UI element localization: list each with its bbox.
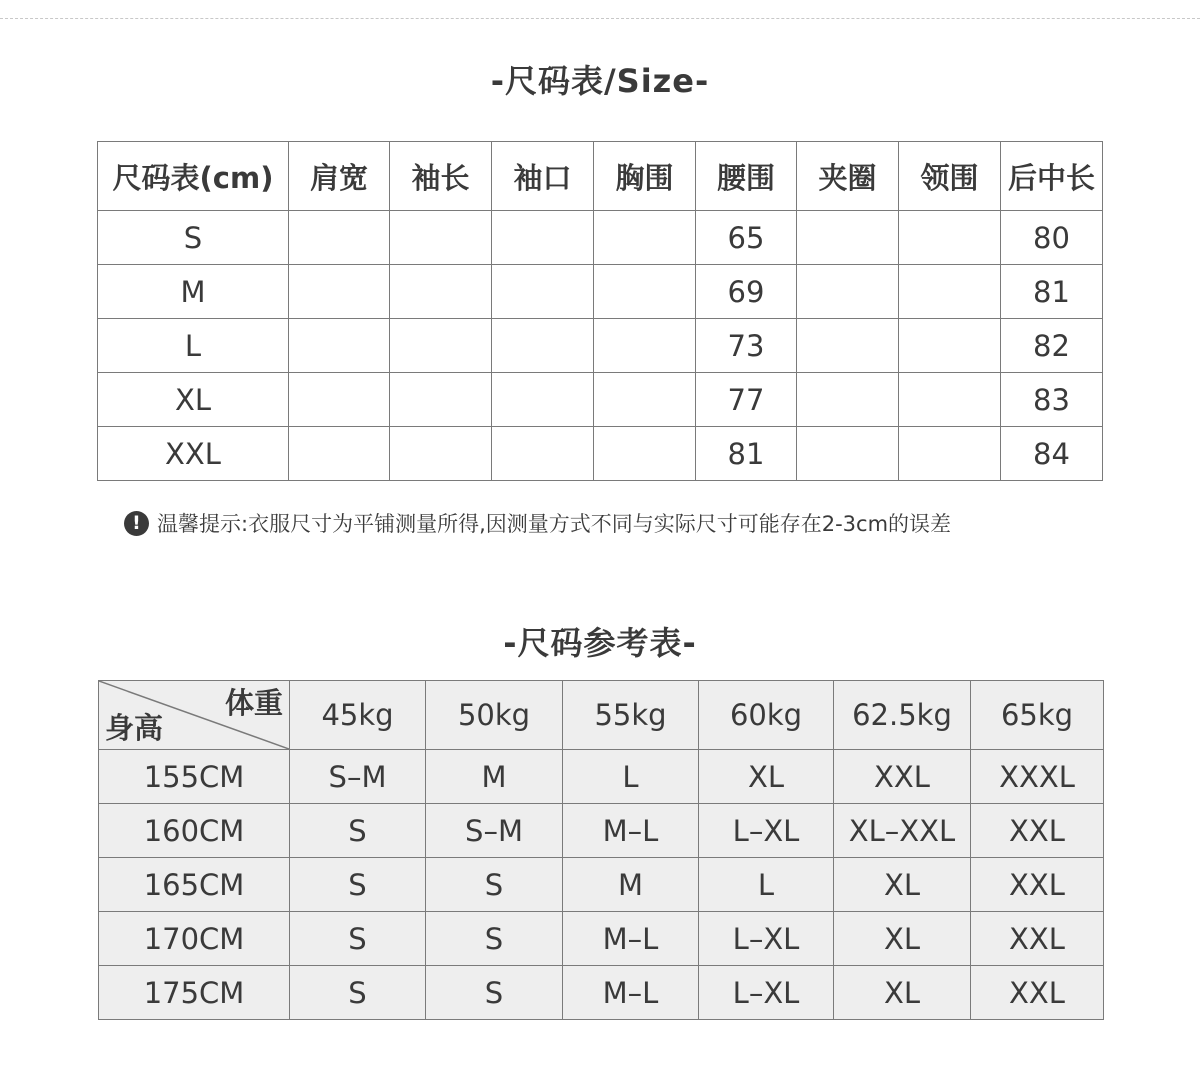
table-cell (289, 211, 390, 265)
table-cell: 65 (696, 211, 797, 265)
height-cell: 170CM (99, 912, 290, 966)
table-cell: 77 (696, 373, 797, 427)
table-row (99, 912, 1104, 966)
table-row (98, 427, 1103, 481)
height-cell: 165CM (99, 858, 290, 912)
table-cell (797, 427, 899, 481)
table-cell: 83 (1001, 373, 1103, 427)
header-cuff: 袖口 (492, 142, 594, 211)
table-cell: XL–XXL (834, 804, 971, 858)
table-cell: XXL (971, 912, 1104, 966)
table-cell (797, 211, 899, 265)
table-row (98, 319, 1103, 373)
header-waist: 腰围 (696, 142, 797, 211)
table-cell: 69 (696, 265, 797, 319)
exclamation-icon: ! (124, 511, 149, 536)
table-cell: 73 (696, 319, 797, 373)
table-row (99, 858, 1104, 912)
table-cell: S (290, 858, 426, 912)
measurement-notice (124, 508, 951, 538)
table-cell (289, 319, 390, 373)
size-cell: L (98, 319, 289, 373)
size-cell: XXL (98, 427, 289, 481)
table-cell (594, 211, 696, 265)
corner-height-label: 身高 (105, 711, 164, 745)
table-cell (899, 319, 1001, 373)
table-cell (492, 373, 594, 427)
table-cell (797, 373, 899, 427)
table-cell: S (290, 912, 426, 966)
table-cell: M (426, 750, 563, 804)
height-cell: 160CM (99, 804, 290, 858)
table-cell (390, 427, 492, 481)
table-cell (390, 373, 492, 427)
table-cell (492, 427, 594, 481)
table-cell: XXL (971, 966, 1104, 1020)
size-cell: S (98, 211, 289, 265)
table-cell (899, 265, 1001, 319)
table-cell (594, 265, 696, 319)
size-table-title: -尺码表/Size- (490, 62, 710, 100)
table-cell: S (426, 912, 563, 966)
table-cell: 81 (1001, 265, 1103, 319)
table-cell (594, 319, 696, 373)
table-cell: L (699, 858, 834, 912)
corner-header-cell (99, 681, 290, 750)
table-cell: XL (834, 858, 971, 912)
table-cell (492, 265, 594, 319)
size-cell: M (98, 265, 289, 319)
table-cell: L–XL (699, 966, 834, 1020)
table-cell: S (426, 966, 563, 1020)
table-cell: XL (834, 912, 971, 966)
table-cell: M (563, 858, 699, 912)
table-row (98, 373, 1103, 427)
table-cell: 81 (696, 427, 797, 481)
table-cell: L–XL (699, 912, 834, 966)
reference-header-row (99, 681, 1104, 750)
table-cell (899, 373, 1001, 427)
table-cell: S (426, 858, 563, 912)
table-cell (390, 211, 492, 265)
height-cell: 175CM (99, 966, 290, 1020)
table-cell: M–L (563, 966, 699, 1020)
size-table-header-row (98, 142, 1103, 211)
table-cell: M–L (563, 912, 699, 966)
header-collar: 领围 (899, 142, 1001, 211)
weight-header: 65kg (971, 681, 1104, 750)
corner-weight-label: 体重 (224, 686, 283, 720)
table-cell: S–M (426, 804, 563, 858)
table-cell: XL (834, 966, 971, 1020)
table-cell: M–L (563, 804, 699, 858)
weight-header: 55kg (563, 681, 699, 750)
weight-header: 62.5kg (834, 681, 971, 750)
table-cell (594, 427, 696, 481)
table-cell (797, 319, 899, 373)
table-cell (390, 319, 492, 373)
table-cell: S (290, 804, 426, 858)
table-cell: 84 (1001, 427, 1103, 481)
size-cell: XL (98, 373, 289, 427)
weight-header: 50kg (426, 681, 563, 750)
top-dashed-divider (0, 18, 1200, 19)
height-cell: 155CM (99, 750, 290, 804)
table-row (98, 265, 1103, 319)
table-row (98, 211, 1103, 265)
table-cell (797, 265, 899, 319)
table-cell: XXL (971, 858, 1104, 912)
size-reference-table (98, 680, 1104, 1020)
table-cell: XXXL (971, 750, 1104, 804)
table-cell: XXL (971, 804, 1104, 858)
table-cell (289, 373, 390, 427)
reference-table-title: -尺码参考表- (503, 624, 697, 662)
table-cell: S (290, 966, 426, 1020)
table-cell (492, 319, 594, 373)
header-back-length: 后中长 (1001, 142, 1103, 211)
table-cell (289, 265, 390, 319)
notice-text: 温馨提示:衣服尺寸为平铺测量所得,因测量方式不同与实际尺寸可能存在2-3cm的误差 (157, 512, 952, 536)
table-cell: 82 (1001, 319, 1103, 373)
table-row (99, 750, 1104, 804)
table-row (99, 966, 1104, 1020)
header-size-cm: 尺码表(cm) (98, 142, 289, 211)
header-sleeve-length: 袖长 (390, 142, 492, 211)
size-table (97, 141, 1103, 481)
table-row (99, 804, 1104, 858)
table-cell (289, 427, 390, 481)
table-cell: L (563, 750, 699, 804)
table-cell: S–M (290, 750, 426, 804)
table-cell (899, 427, 1001, 481)
table-cell: XXL (834, 750, 971, 804)
table-cell (899, 211, 1001, 265)
weight-header: 60kg (699, 681, 834, 750)
header-shoulder: 肩宽 (289, 142, 390, 211)
table-cell (594, 373, 696, 427)
header-armhole: 夹圈 (797, 142, 899, 211)
table-cell: L–XL (699, 804, 834, 858)
table-cell: XL (699, 750, 834, 804)
table-cell (390, 265, 492, 319)
weight-header: 45kg (290, 681, 426, 750)
table-cell: 80 (1001, 211, 1103, 265)
header-chest: 胸围 (594, 142, 696, 211)
table-cell (492, 211, 594, 265)
